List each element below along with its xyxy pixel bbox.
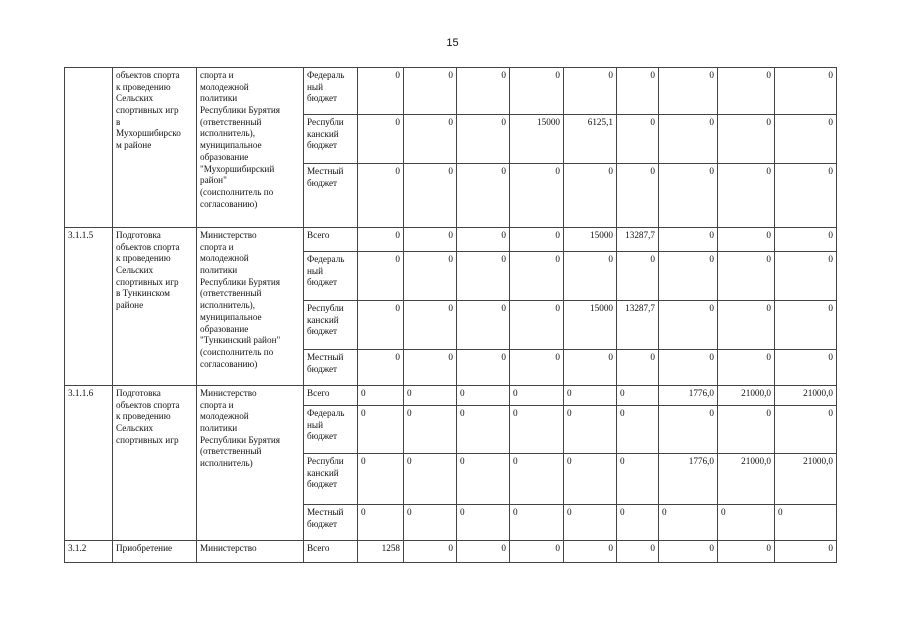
funding-value: 15000 bbox=[564, 228, 617, 252]
funding-value: 0 bbox=[659, 115, 718, 164]
funding-value: 0 bbox=[617, 505, 659, 541]
funding-value: 0 bbox=[775, 301, 837, 350]
funding-value: 0 bbox=[617, 406, 659, 454]
funding-value: 0 bbox=[404, 541, 457, 563]
funding-value: 21000,0 bbox=[775, 386, 837, 406]
funding-value: 0 bbox=[718, 115, 775, 164]
funding-value: 0 bbox=[718, 252, 775, 301]
funding-source: Федераль ный бюджет bbox=[304, 68, 358, 115]
funding-value: 0 bbox=[659, 406, 718, 454]
responsible-executor: спорта и молодежной политики Республики Бурятия (ответственный исполнитель), муниципальное образование "Мухоршибирский район" (соисполнитель по согласованию) bbox=[197, 68, 304, 228]
funding-source: Республи канский бюджет bbox=[304, 301, 358, 350]
funding-value: 0 bbox=[564, 350, 617, 386]
funding-value: 0 bbox=[718, 301, 775, 350]
funding-value: 0 bbox=[510, 454, 564, 505]
table-row bbox=[65, 386, 837, 406]
activity-name: Подготовка объектов спорта к проведению Сельских спортивных игр в Тункинском районе bbox=[113, 228, 197, 386]
funding-value: 0 bbox=[358, 115, 404, 164]
funding-value: 0 bbox=[775, 406, 837, 454]
funding-value: 0 bbox=[358, 301, 404, 350]
funding-value: 0 bbox=[358, 350, 404, 386]
funding-value: 0 bbox=[457, 406, 510, 454]
funding-value: 0 bbox=[659, 505, 718, 541]
funding-value: 0 bbox=[718, 68, 775, 115]
funding-value: 0 bbox=[718, 505, 775, 541]
funding-value: 0 bbox=[358, 164, 404, 228]
funding-value: 0 bbox=[457, 541, 510, 563]
funding-value: 0 bbox=[457, 301, 510, 350]
funding-value: 0 bbox=[358, 68, 404, 115]
funding-value: 0 bbox=[659, 164, 718, 228]
funding-value: 0 bbox=[457, 164, 510, 228]
funding-value: 0 bbox=[718, 541, 775, 563]
funding-value: 1258 bbox=[358, 541, 404, 563]
funding-value: 0 bbox=[718, 406, 775, 454]
funding-source: Федераль ный бюджет bbox=[304, 252, 358, 301]
funding-value: 0 bbox=[617, 350, 659, 386]
table-row bbox=[65, 68, 837, 115]
table-row bbox=[65, 228, 837, 252]
funding-value: 0 bbox=[510, 301, 564, 350]
funding-value: 0 bbox=[564, 406, 617, 454]
funding-value: 0 bbox=[718, 164, 775, 228]
funding-value: 21000,0 bbox=[718, 386, 775, 406]
activity-name: объектов спорта к проведению Сельских спортивных игр в Мухоршибирско м районе bbox=[113, 68, 197, 228]
budget-table bbox=[64, 67, 837, 563]
funding-value: 0 bbox=[404, 301, 457, 350]
funding-value: 0 bbox=[659, 228, 718, 252]
funding-value: 0 bbox=[564, 68, 617, 115]
funding-value: 0 bbox=[564, 252, 617, 301]
funding-source: Республи канский бюджет bbox=[304, 454, 358, 505]
funding-value: 0 bbox=[457, 350, 510, 386]
funding-value: 0 bbox=[718, 350, 775, 386]
funding-value: 0 bbox=[404, 164, 457, 228]
funding-value: 0 bbox=[358, 454, 404, 505]
funding-value: 0 bbox=[404, 252, 457, 301]
funding-value: 0 bbox=[510, 164, 564, 228]
funding-value: 0 bbox=[564, 505, 617, 541]
row-code: 3.1.1.5 bbox=[65, 228, 113, 386]
funding-value: 0 bbox=[775, 541, 837, 563]
funding-value: 0 bbox=[617, 164, 659, 228]
funding-value: 0 bbox=[617, 252, 659, 301]
row-code: 3.1.2 bbox=[65, 541, 113, 563]
funding-value: 0 bbox=[564, 454, 617, 505]
funding-source: Местный бюджет bbox=[304, 505, 358, 541]
table-row bbox=[65, 541, 837, 563]
funding-value: 0 bbox=[457, 252, 510, 301]
funding-value: 0 bbox=[775, 164, 837, 228]
funding-value: 0 bbox=[564, 386, 617, 406]
funding-value: 0 bbox=[718, 228, 775, 252]
funding-value: 0 bbox=[404, 505, 457, 541]
funding-value: 0 bbox=[358, 386, 404, 406]
funding-value: 0 bbox=[457, 505, 510, 541]
funding-value: 0 bbox=[510, 252, 564, 301]
funding-value: 0 bbox=[404, 350, 457, 386]
funding-value: 0 bbox=[457, 115, 510, 164]
funding-value: 0 bbox=[457, 386, 510, 406]
funding-value: 0 bbox=[775, 252, 837, 301]
funding-value: 0 bbox=[775, 505, 837, 541]
funding-value: 0 bbox=[457, 68, 510, 115]
funding-value: 0 bbox=[617, 541, 659, 563]
funding-value: 0 bbox=[775, 68, 837, 115]
funding-source: Местный бюджет bbox=[304, 164, 358, 228]
funding-source: Местный бюджет bbox=[304, 350, 358, 386]
funding-value: 0 bbox=[404, 386, 457, 406]
funding-value: 0 bbox=[775, 350, 837, 386]
funding-value: 0 bbox=[457, 228, 510, 252]
funding-value: 0 bbox=[659, 301, 718, 350]
responsible-executor: Министерство спорта и молодежной политики Республики Бурятия (ответственный исполнитель), муниципальное образование "Тункинский район" (соисполнитель по согласованию) bbox=[197, 228, 304, 386]
funding-source: Всего bbox=[304, 541, 358, 563]
funding-value: 0 bbox=[510, 228, 564, 252]
funding-source: Республи канский бюджет bbox=[304, 115, 358, 164]
responsible-executor: Министерство bbox=[197, 541, 304, 563]
funding-value: 0 bbox=[775, 115, 837, 164]
funding-value: 0 bbox=[510, 68, 564, 115]
funding-value: 21000,0 bbox=[775, 454, 837, 505]
funding-value: 13287,7 bbox=[617, 228, 659, 252]
responsible-executor: Министерство спорта и молодежной политики Республики Бурятия (ответственный исполнитель) bbox=[197, 386, 304, 541]
funding-value: 1776,0 bbox=[659, 386, 718, 406]
funding-value: 0 bbox=[617, 454, 659, 505]
funding-source: Федераль ный бюджет bbox=[304, 406, 358, 454]
funding-value: 0 bbox=[358, 406, 404, 454]
funding-value: 0 bbox=[358, 252, 404, 301]
funding-value: 0 bbox=[659, 252, 718, 301]
funding-value: 0 bbox=[404, 115, 457, 164]
funding-value: 0 bbox=[564, 541, 617, 563]
row-code bbox=[65, 68, 113, 228]
funding-value: 0 bbox=[564, 164, 617, 228]
funding-value: 0 bbox=[358, 228, 404, 252]
funding-value: 0 bbox=[617, 386, 659, 406]
funding-value: 0 bbox=[404, 228, 457, 252]
funding-value: 0 bbox=[510, 386, 564, 406]
activity-name: Приобретение bbox=[113, 541, 197, 563]
funding-value: 0 bbox=[617, 68, 659, 115]
funding-value: 0 bbox=[404, 406, 457, 454]
funding-value: 0 bbox=[510, 350, 564, 386]
funding-value: 0 bbox=[404, 454, 457, 505]
funding-value: 0 bbox=[659, 541, 718, 563]
page-number: 15 bbox=[446, 37, 459, 49]
funding-value: 0 bbox=[510, 541, 564, 563]
funding-value: 15000 bbox=[564, 301, 617, 350]
funding-source: Всего bbox=[304, 228, 358, 252]
funding-value: 0 bbox=[617, 115, 659, 164]
funding-value: 6125,1 bbox=[564, 115, 617, 164]
funding-value: 0 bbox=[775, 228, 837, 252]
funding-value: 0 bbox=[404, 68, 457, 115]
funding-value: 0 bbox=[358, 505, 404, 541]
funding-value: 0 bbox=[659, 68, 718, 115]
funding-value: 1776,0 bbox=[659, 454, 718, 505]
funding-source: Всего bbox=[304, 386, 358, 406]
funding-value: 21000,0 bbox=[718, 454, 775, 505]
funding-value: 15000 bbox=[510, 115, 564, 164]
funding-value: 0 bbox=[659, 350, 718, 386]
activity-name: Подготовка объектов спорта к проведению Сельских спортивных игр bbox=[113, 386, 197, 541]
funding-value: 13287,7 bbox=[617, 301, 659, 350]
funding-value: 0 bbox=[510, 505, 564, 541]
row-code: 3.1.1.6 bbox=[65, 386, 113, 541]
funding-value: 0 bbox=[457, 454, 510, 505]
funding-value: 0 bbox=[510, 406, 564, 454]
